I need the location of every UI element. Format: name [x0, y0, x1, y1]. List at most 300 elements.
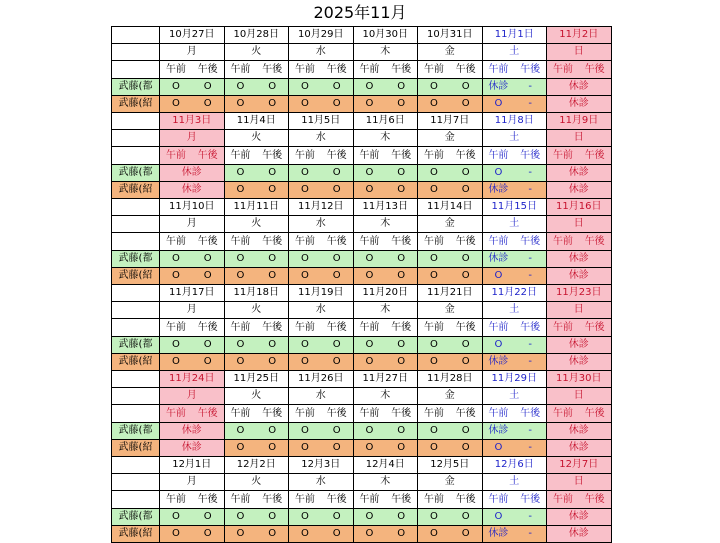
- day-dow-cell: [224, 474, 289, 491]
- slot-am: O: [429, 339, 438, 350]
- day-date-cell: [418, 457, 483, 474]
- slot-pm: -: [528, 339, 532, 350]
- doctor-slot-row: [112, 509, 612, 526]
- ampm-cell: [224, 233, 289, 251]
- slot-am: O: [429, 425, 438, 436]
- slot-am: O: [171, 253, 180, 264]
- day-date: 11月7日: [430, 115, 470, 126]
- day-of-week: 木: [380, 218, 391, 229]
- slot-cell: [160, 182, 225, 199]
- am-label: 午前: [488, 494, 509, 505]
- slot-cell: [353, 165, 418, 182]
- slot-am: O: [171, 270, 180, 281]
- day-dow-cell: [353, 216, 418, 233]
- slot-pm: O: [203, 511, 212, 522]
- day-of-week: 土: [509, 390, 520, 401]
- slot-cell: [547, 165, 612, 182]
- slot-pm: O: [461, 81, 470, 92]
- slot-cell: [353, 79, 418, 96]
- day-date-cell: [289, 27, 354, 44]
- slot-pm: O: [461, 511, 470, 522]
- day-date-cell: [482, 285, 547, 302]
- day-dow-cell: [353, 302, 418, 319]
- slot-pm: O: [397, 81, 406, 92]
- day-date: 10月27日: [169, 29, 215, 40]
- slot-pm: -: [528, 511, 532, 522]
- ampm-cell: [547, 405, 612, 423]
- day-date-cell: [353, 27, 418, 44]
- pm-label: 午後: [391, 64, 412, 75]
- slot-am: O: [171, 98, 180, 109]
- ampm-cell: [418, 147, 483, 165]
- day-dow-cell: [224, 216, 289, 233]
- day-of-week: 月: [186, 476, 197, 487]
- slot-am: O: [365, 511, 374, 522]
- slot-am: O: [171, 528, 180, 539]
- ampm-cell: [160, 405, 225, 423]
- slot-cell: [418, 79, 483, 96]
- day-dow-cell: [482, 302, 547, 319]
- day-date: 11月14日: [427, 201, 473, 212]
- day-dow-cell: [224, 302, 289, 319]
- slot-am: O: [494, 98, 503, 109]
- am-label: 午前: [230, 494, 251, 505]
- doctor-name: 武藤(紹: [118, 356, 153, 367]
- ampm-cell: [482, 319, 547, 337]
- slot-status: 休診: [568, 253, 589, 264]
- day-dow-cell: [289, 474, 354, 491]
- slot-am: O: [365, 356, 374, 367]
- slot-cell: [353, 268, 418, 285]
- week-ampm-row: [112, 233, 612, 251]
- ampm-cell: [547, 147, 612, 165]
- day-date-cell: [160, 27, 225, 44]
- corner-cell: [112, 457, 160, 474]
- slot-status: 休診: [568, 511, 589, 522]
- slot-cell: [547, 251, 612, 268]
- pm-label: 午後: [455, 150, 476, 161]
- ampm-cell: [160, 61, 225, 79]
- day-date-cell: [547, 285, 612, 302]
- slot-am: O: [300, 184, 309, 195]
- slot-pm: O: [203, 339, 212, 350]
- slot-am: O: [236, 81, 245, 92]
- day-date: 11月27日: [362, 373, 408, 384]
- day-date: 11月10日: [169, 201, 215, 212]
- day-of-week: 水: [315, 218, 326, 229]
- day-dow-cell: [353, 44, 418, 61]
- slot-am: O: [494, 339, 503, 350]
- slot-pm: O: [397, 184, 406, 195]
- day-date: 11月18日: [233, 287, 279, 298]
- slot-cell: [224, 182, 289, 199]
- day-date: 11月6日: [365, 115, 405, 126]
- day-dow-cell: [547, 474, 612, 491]
- am-label: 午前: [552, 236, 573, 247]
- slot-am: O: [236, 253, 245, 264]
- day-date: 10月31日: [427, 29, 473, 40]
- pm-label: 午後: [262, 64, 283, 75]
- day-dow-cell: [418, 474, 483, 491]
- slot-cell: [418, 268, 483, 285]
- day-dow-cell: [547, 216, 612, 233]
- slot-cell: [482, 354, 547, 371]
- day-date: 11月21日: [427, 287, 473, 298]
- doctor-slot-row: [112, 337, 612, 354]
- slot-am: O: [300, 442, 309, 453]
- day-dow-cell: [547, 44, 612, 61]
- slot-cell: [160, 79, 225, 96]
- slot-am: O: [236, 442, 245, 453]
- pm-label: 午後: [455, 236, 476, 247]
- pm-label: 午後: [197, 236, 218, 247]
- slot-cell: [418, 337, 483, 354]
- day-of-week: 木: [380, 132, 391, 143]
- slot-am: O: [429, 81, 438, 92]
- slot-status: 休診: [568, 356, 589, 367]
- slot-cell: [160, 509, 225, 526]
- ampm-cell: [353, 491, 418, 509]
- slot-am: 休診: [488, 425, 509, 436]
- slot-cell: [418, 96, 483, 113]
- slot-cell: [289, 423, 354, 440]
- slot-cell: [482, 79, 547, 96]
- ampm-cell: [547, 233, 612, 251]
- slot-am: O: [494, 511, 503, 522]
- day-of-week: 日: [573, 218, 584, 229]
- corner-cell: [112, 491, 160, 509]
- am-label: 午前: [230, 150, 251, 161]
- pm-label: 午後: [262, 494, 283, 505]
- slot-am: O: [171, 339, 180, 350]
- am-label: 午前: [165, 236, 186, 247]
- slot-cell: [482, 440, 547, 457]
- day-date: 10月30日: [362, 29, 408, 40]
- doctor-label-cell: [112, 165, 160, 182]
- slot-cell: [289, 182, 354, 199]
- day-dow-cell: [482, 216, 547, 233]
- day-date-cell: [353, 199, 418, 216]
- am-label: 午前: [552, 322, 573, 333]
- day-dow-cell: [224, 388, 289, 405]
- pm-label: 午後: [326, 494, 347, 505]
- slot-cell: [547, 268, 612, 285]
- slot-am: 休診: [488, 356, 509, 367]
- slot-cell: [160, 440, 225, 457]
- pm-label: 午後: [197, 322, 218, 333]
- pm-label: 午後: [262, 322, 283, 333]
- ampm-cell: [482, 147, 547, 165]
- doctor-name: 武藤(紹: [118, 98, 153, 109]
- day-date-cell: [224, 199, 289, 216]
- slot-status: 休診: [568, 81, 589, 92]
- slot-pm: -: [528, 442, 532, 453]
- week-dow-row: [112, 130, 612, 147]
- am-label: 午前: [230, 236, 251, 247]
- corner-cell: [112, 388, 160, 405]
- doctor-name: 武藤(都: [118, 425, 153, 436]
- slot-pm: O: [332, 270, 341, 281]
- day-date: 11月5日: [301, 115, 341, 126]
- day-dow-cell: [547, 130, 612, 147]
- slot-cell: [482, 182, 547, 199]
- day-dow-cell: [482, 130, 547, 147]
- slot-am: O: [171, 356, 180, 367]
- doctor-slot-row: [112, 440, 612, 457]
- slot-cell: [418, 182, 483, 199]
- doctor-name: 武藤(紹: [118, 442, 153, 453]
- pm-label: 午後: [391, 408, 412, 419]
- slot-pm: -: [528, 270, 532, 281]
- slot-am: O: [236, 528, 245, 539]
- day-date-cell: [418, 371, 483, 388]
- doctor-name: 武藤(都: [118, 339, 153, 350]
- day-date-cell: [547, 457, 612, 474]
- day-date-cell: [224, 113, 289, 130]
- day-dow-cell: [160, 130, 225, 147]
- day-dow-cell: [160, 302, 225, 319]
- slot-cell: [224, 354, 289, 371]
- am-label: 午前: [294, 322, 315, 333]
- day-dow-cell: [160, 216, 225, 233]
- slot-am: O: [300, 270, 309, 281]
- slot-pm: -: [528, 167, 532, 178]
- day-date: 11月13日: [362, 201, 408, 212]
- day-of-week: 月: [186, 132, 197, 143]
- pm-label: 午後: [326, 322, 347, 333]
- day-dow-cell: [353, 474, 418, 491]
- slot-status: 休診: [568, 528, 589, 539]
- am-label: 午前: [488, 64, 509, 75]
- slot-am: O: [494, 167, 503, 178]
- doctor-label-cell: [112, 354, 160, 371]
- am-label: 午前: [552, 494, 573, 505]
- week-date-row: [112, 199, 612, 216]
- slot-pm: O: [461, 339, 470, 350]
- slot-status: 休診: [181, 425, 202, 436]
- slot-am: O: [429, 184, 438, 195]
- slot-cell: [289, 165, 354, 182]
- pm-label: 午後: [326, 408, 347, 419]
- slot-am: 休診: [488, 81, 509, 92]
- day-date: 11月25日: [233, 373, 279, 384]
- day-date-cell: [547, 371, 612, 388]
- slot-pm: O: [332, 442, 341, 453]
- am-label: 午前: [294, 150, 315, 161]
- ampm-cell: [353, 233, 418, 251]
- week-date-row: [112, 371, 612, 388]
- day-of-week: 日: [573, 304, 584, 315]
- day-dow-cell: [224, 130, 289, 147]
- slot-am: O: [236, 98, 245, 109]
- slot-pm: O: [203, 98, 212, 109]
- doctor-label-cell: [112, 268, 160, 285]
- day-of-week: 水: [315, 390, 326, 401]
- doctor-name: 武藤(都: [118, 81, 153, 92]
- day-of-week: 木: [380, 46, 391, 57]
- slot-pm: O: [461, 270, 470, 281]
- day-date: 11月17日: [169, 287, 215, 298]
- day-date-cell: [547, 27, 612, 44]
- day-date-cell: [160, 199, 225, 216]
- ampm-cell: [418, 319, 483, 337]
- week-ampm-row: [112, 491, 612, 509]
- ampm-cell: [289, 147, 354, 165]
- slot-cell: [289, 268, 354, 285]
- slot-cell: [289, 440, 354, 457]
- day-date-cell: [353, 457, 418, 474]
- slot-cell: [547, 182, 612, 199]
- day-dow-cell: [289, 216, 354, 233]
- slot-cell: [353, 423, 418, 440]
- corner-cell: [112, 147, 160, 165]
- week-date-row: [112, 285, 612, 302]
- day-date-cell: [160, 113, 225, 130]
- day-date-cell: [482, 113, 547, 130]
- slot-am: O: [300, 528, 309, 539]
- slot-am: O: [300, 253, 309, 264]
- slot-pm: -: [528, 184, 532, 195]
- week-date-row: [112, 457, 612, 474]
- slot-am: O: [365, 167, 374, 178]
- doctor-label-cell: [112, 79, 160, 96]
- day-date-cell: [418, 113, 483, 130]
- slot-status: 休診: [568, 167, 589, 178]
- day-dow-cell: [289, 302, 354, 319]
- slot-status: 休診: [181, 184, 202, 195]
- week-date-row: [112, 113, 612, 130]
- day-of-week: 水: [315, 304, 326, 315]
- am-label: 午前: [165, 494, 186, 505]
- doctor-slot-row: [112, 182, 612, 199]
- ampm-cell: [353, 61, 418, 79]
- slot-pm: O: [203, 528, 212, 539]
- slot-pm: O: [332, 528, 341, 539]
- slot-am: O: [429, 270, 438, 281]
- slot-am: O: [300, 98, 309, 109]
- page-title: 2025年11月: [313, 3, 407, 22]
- slot-am: O: [429, 167, 438, 178]
- slot-pm: O: [268, 442, 277, 453]
- slot-pm: O: [268, 167, 277, 178]
- slot-cell: [224, 423, 289, 440]
- ampm-cell: [289, 405, 354, 423]
- am-label: 午前: [552, 408, 573, 419]
- slot-am: O: [429, 511, 438, 522]
- doctor-name: 武藤(都: [118, 167, 153, 178]
- corner-cell: [112, 405, 160, 423]
- slot-pm: O: [397, 528, 406, 539]
- doctor-name: 武藤(都: [118, 253, 153, 264]
- day-of-week: 金: [444, 46, 455, 57]
- ampm-cell: [482, 491, 547, 509]
- slot-pm: O: [268, 511, 277, 522]
- am-label: 午前: [552, 64, 573, 75]
- slot-status: 休診: [181, 167, 202, 178]
- day-of-week: 火: [251, 304, 262, 315]
- day-dow-cell: [482, 474, 547, 491]
- am-label: 午前: [423, 150, 444, 161]
- ampm-cell: [160, 233, 225, 251]
- day-date: 11月20日: [362, 287, 408, 298]
- day-of-week: 金: [444, 304, 455, 315]
- slot-pm: O: [203, 270, 212, 281]
- week-dow-row: [112, 474, 612, 491]
- slot-status: 休診: [568, 442, 589, 453]
- pm-label: 午後: [584, 150, 605, 161]
- slot-pm: O: [397, 167, 406, 178]
- am-label: 午前: [488, 408, 509, 419]
- day-date: 11月24日: [169, 373, 215, 384]
- am-label: 午前: [359, 408, 380, 419]
- slot-pm: O: [203, 356, 212, 367]
- ampm-cell: [224, 491, 289, 509]
- slot-am: O: [300, 425, 309, 436]
- pm-label: 午後: [197, 494, 218, 505]
- week-ampm-row: [112, 147, 612, 165]
- slot-am: O: [429, 442, 438, 453]
- corner-cell: [112, 474, 160, 491]
- day-of-week: 水: [315, 46, 326, 57]
- pm-label: 午後: [262, 408, 283, 419]
- corner-cell: [112, 113, 160, 130]
- slot-cell: [482, 509, 547, 526]
- day-of-week: 月: [186, 390, 197, 401]
- slot-pm: O: [461, 528, 470, 539]
- corner-cell: [112, 130, 160, 147]
- slot-am: O: [365, 425, 374, 436]
- slot-pm: O: [332, 511, 341, 522]
- day-date: 11月2日: [559, 29, 599, 40]
- slot-am: 休診: [488, 253, 509, 264]
- am-label: 午前: [359, 150, 380, 161]
- slot-am: O: [236, 184, 245, 195]
- slot-pm: O: [332, 98, 341, 109]
- pm-label: 午後: [197, 408, 218, 419]
- day-date: 11月4日: [236, 115, 276, 126]
- corner-cell: [112, 199, 160, 216]
- slot-cell: [418, 423, 483, 440]
- day-dow-cell: [418, 216, 483, 233]
- slot-status: 休診: [568, 270, 589, 281]
- ampm-cell: [418, 233, 483, 251]
- day-date-cell: [482, 199, 547, 216]
- slot-pm: O: [268, 528, 277, 539]
- slot-status: 休診: [568, 184, 589, 195]
- am-label: 午前: [359, 494, 380, 505]
- slot-am: O: [236, 356, 245, 367]
- slot-cell: [289, 96, 354, 113]
- slot-pm: O: [461, 442, 470, 453]
- slot-cell: [418, 509, 483, 526]
- day-of-week: 日: [573, 476, 584, 487]
- day-date-cell: [160, 371, 225, 388]
- slot-cell: [160, 423, 225, 440]
- day-date: 12月6日: [494, 459, 534, 470]
- ampm-cell: [482, 233, 547, 251]
- corner-cell: [112, 27, 160, 44]
- day-of-week: 日: [573, 46, 584, 57]
- day-date: 12月3日: [301, 459, 341, 470]
- slot-cell: [289, 509, 354, 526]
- day-date: 10月28日: [233, 29, 279, 40]
- am-label: 午前: [230, 64, 251, 75]
- ampm-cell: [482, 61, 547, 79]
- slot-pm: O: [461, 425, 470, 436]
- day-date: 11月12日: [298, 201, 344, 212]
- slot-pm: O: [332, 81, 341, 92]
- doctor-name: 武藤(紹: [118, 270, 153, 281]
